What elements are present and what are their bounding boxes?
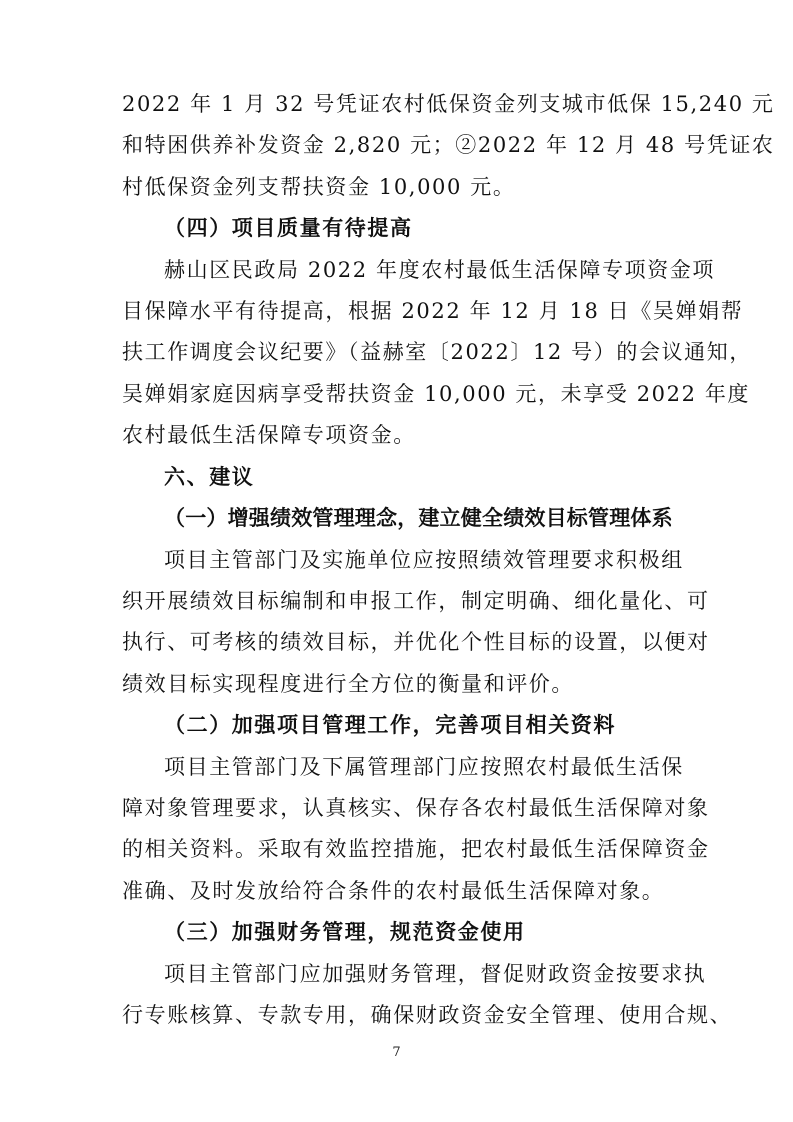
body-line: 村低保资金列支帮扶资金 10,000 元。 <box>122 175 516 199</box>
body-line: 吴婵娟家庭因病享受帮扶资金 10,000 元，未享受 2022 年度 <box>122 382 751 406</box>
section-heading: （四）项目质量有待提高 <box>164 216 413 240</box>
body-line: 项目主管部门及实施单位应按照绩效管理要求积极组 <box>164 548 684 572</box>
body-line: 项目主管部门及下属管理部门应按照农村最低生活保 <box>164 755 684 779</box>
body-line: 项目主管部门应加强财务管理，督促财政资金按要求执 <box>164 962 707 986</box>
section-heading: （二）加强项目管理工作，完善项目相关资料 <box>164 713 616 737</box>
body-line: 准确、及时发放给符合条件的农村最低生活保障对象。 <box>122 879 665 903</box>
body-line: 扶工作调度会议纪要》（益赫室〔2022〕12 号）的会议通知， <box>122 340 752 364</box>
body-line: 目保障水平有待提高，根据 2022 年 12 月 18 日《吴婵娟帮 <box>122 299 744 323</box>
page-number: 7 <box>392 1045 401 1060</box>
body-line: 赫山区民政局 2022 年度农村最低生活保障专项资金项 <box>164 258 715 282</box>
body-line: 2022 年 1 月 32 号凭证农村低保资金列支城市低保 15,240 元 <box>122 92 775 116</box>
section-heading: （三）加强财务管理，规范资金使用 <box>164 920 526 944</box>
body-line: 和特困供养补发资金 2,820 元；②2022 年 12 月 48 号凭证农 <box>122 133 775 157</box>
body-line: 织开展绩效目标编制和申报工作，制定明确、细化量化、可 <box>122 589 710 613</box>
body-line: 行专账核算、专款专用，确保财政资金安全管理、使用合规、 <box>122 1003 733 1027</box>
chapter-heading: 六、建议 <box>164 465 255 489</box>
body-line: 绩效目标实现程度进行全方位的衡量和评价。 <box>122 672 574 696</box>
body-line: 执行、可考核的绩效目标，并优化个性目标的设置，以便对 <box>122 630 710 654</box>
section-heading: （一）增强绩效管理理念，建立健全绩效目标管理体系 <box>164 506 673 530</box>
body-line: 障对象管理要求，认真核实、保存各农村最低生活保障对象 <box>122 796 710 820</box>
body-line: 农村最低生活保障专项资金。 <box>122 423 416 447</box>
body-line: 的相关资料。采取有效监控措施，把农村最低生活保障资金 <box>122 837 710 861</box>
